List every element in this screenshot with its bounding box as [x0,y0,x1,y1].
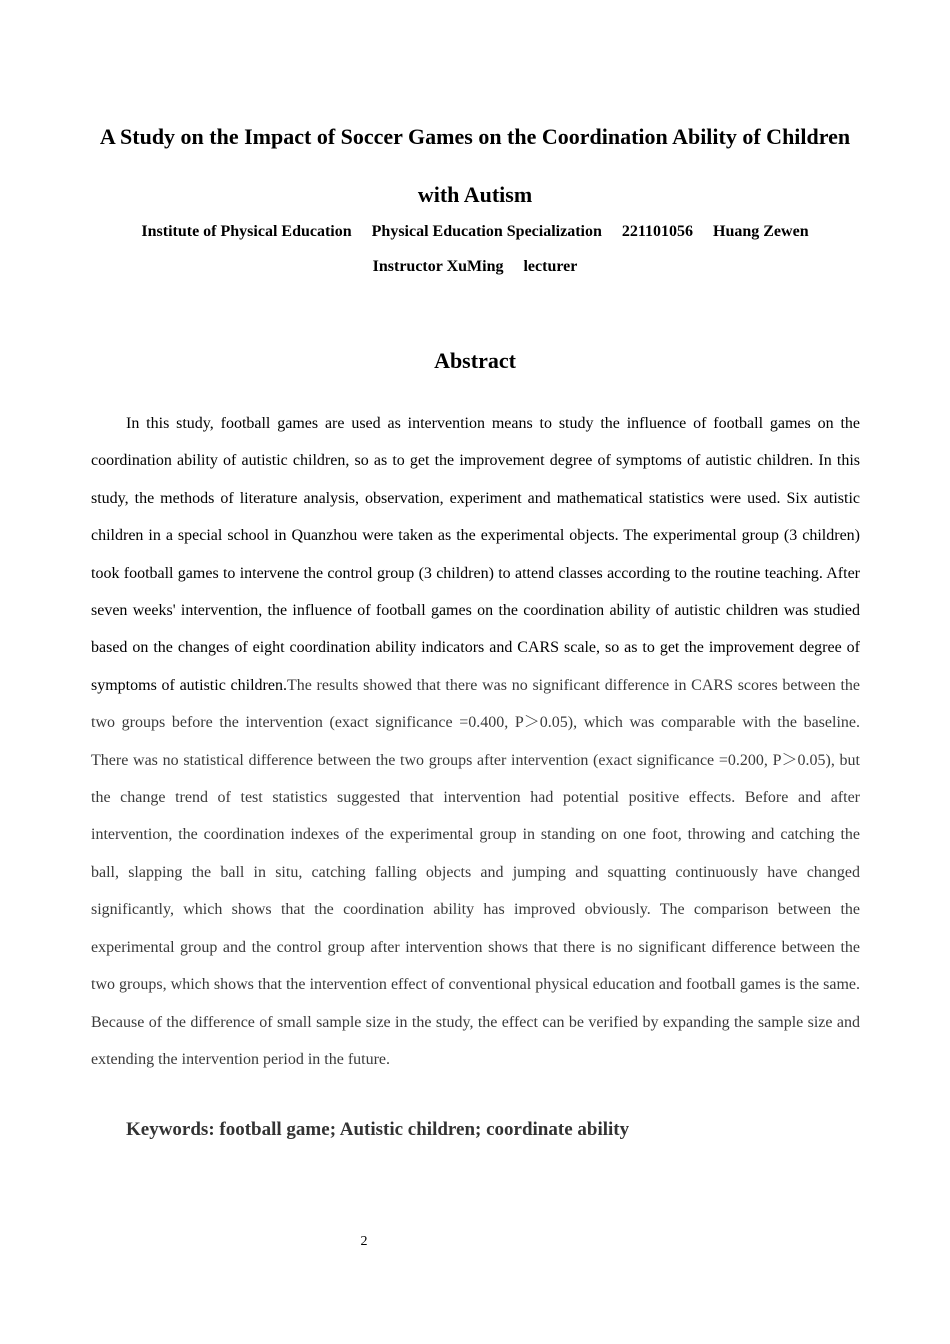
abstract-text-part-2: The results showed that there was no significant difference in CARS scores between the two groups before the intervention (exact significance =0.400, P＞0.05), which was comparable with the baseline. There was no statistical difference between the two groups after intervention (exact significance =0.200, P＞0.05), but the change trend of test statistics suggested that intervention had potential positive effects. Before and after intervention, the coordination indexes of the experimental group in standing on one foot, throwing and catching the ball, slapping the ball in situ, catching falling objects and jumping and squatting continuously have changed significantly, which shows that the coordination ability has improved obviously. The comparison between the experimental group and the control group after intervention shows that there is no significant difference between the two groups, which shows that the intervention effect of conventional physical education and football games is the same. Because of the difference of small sample size in the study, the effect can be verified by expanding the sample size and extending the intervention period in the future. [91,676,861,1068]
abstract-text-part-1: In this study, football games are used as intervention means to study the influence of football games on the coordination ability of autistic children, so as to get the improvement degree of symptoms of autistic children. In this study, the methods of literature analysis, observation, experiment and mathematical statistics were used. Six autistic children in a special school in Quanzhou were taken as the experimental objects. The experimental group (3 children) took football games to intervene the control group (3 children) to attend classes according to the routine teaching. After seven weeks' intervention, the influence of football games on the coordination ability of autistic children was studied based on the changes of eight coordination ability indicators and CARS scale, so as to get the improvement degree of symptoms of autistic children. [91,415,860,694]
author-name: Huang Zewen [713,223,809,240]
specialization-name: Physical Education Specialization [371,223,602,240]
student-id: 221101056 [621,223,694,240]
keywords: Keywords: football game; Autistic children; coordinate ability [126,1119,630,1140]
institute-name: Institute of Physical Education [141,223,352,240]
author-info-line [60,220,890,244]
abstract-body [91,405,860,1078]
page-number: 2 [360,1234,368,1249]
paper-title: A Study on the Impact of Soccer Games on the Coordination Ability of Children with Autism [99,124,851,207]
instructor-title: lecturer [523,258,578,275]
abstract-heading: Abstract [434,348,516,373]
instructor-line [60,255,890,279]
instructor-name: Instructor XuMing [372,258,504,275]
